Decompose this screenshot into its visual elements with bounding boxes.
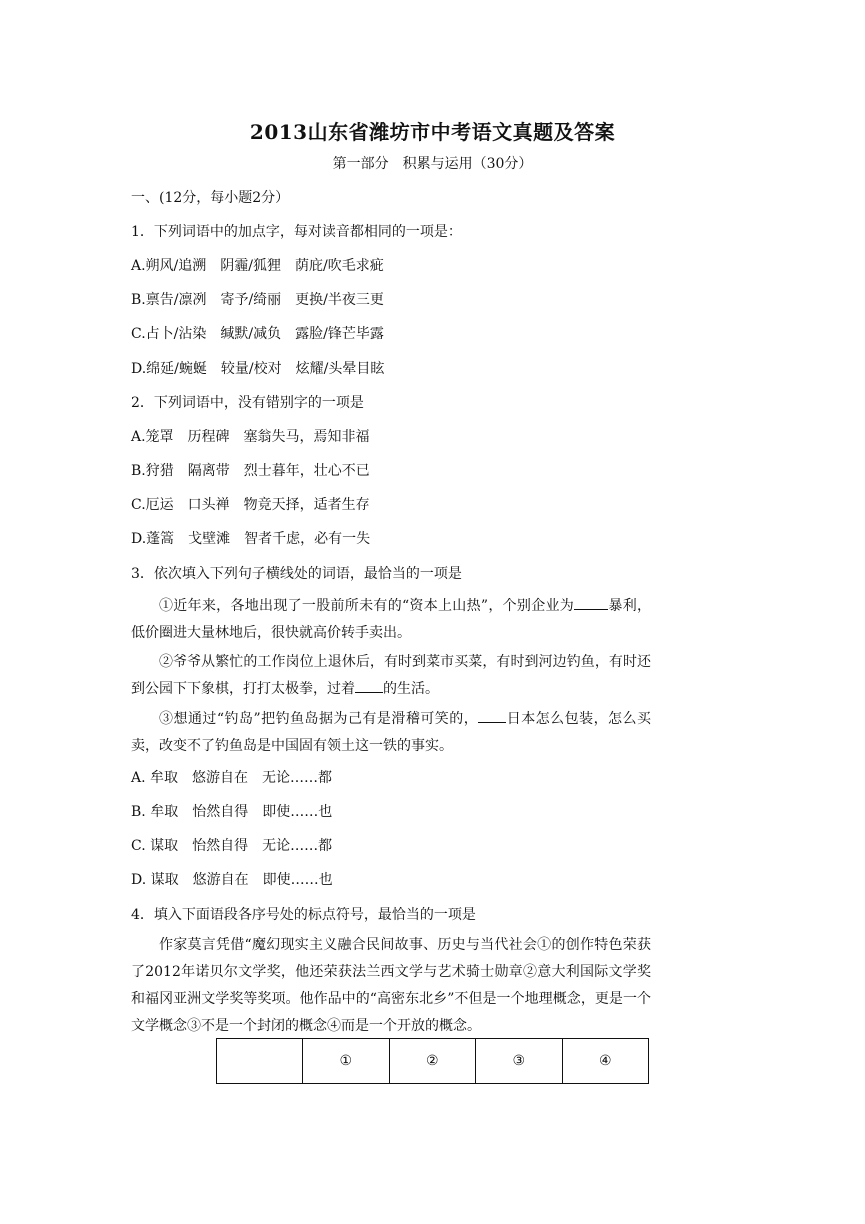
sentence-2-part-b: 的生活。 [383,681,439,697]
question-2-option-d: D.蓬篙 戈壁滩 智者千虑，必有一失 [131,531,371,547]
question-3-option-b: B. 牟取 怡然自得 即使……也 [131,804,333,820]
question-2-option-b: B.狩猎 隔离带 烈士暮年，壮心不已 [131,463,370,479]
answer-table-col-1: ① [303,1039,389,1084]
question-3-sentence-3 [131,706,651,760]
question-3-stem: 3．依次填入下列句子横线处的词语，最恰当的一项是 [131,566,462,582]
answer-table-header-row [217,1039,649,1084]
question-3-sentence-1 [131,593,651,647]
answer-table-col-3: ③ [476,1039,562,1084]
question-1-option-d: D.绵延/蜿蜒 较量/校对 炫耀/头晕目眩 [131,361,385,377]
answer-table-corner-cell [217,1039,303,1084]
sentence-2-part-a: ②爷爷从繁忙的工作岗位上退休后，有时到菜市买菜，有时到河边钓鱼，有时还到公园下下象棋，打打太极拳，过着 [131,654,651,697]
document-title: 2013山东省潍坊市中考语文真题及答案 [249,120,616,144]
sentence-3-part-b: 日本怎么包装，怎么买卖，改变不了钓鱼岛是中国固有领土这一铁的事实。 [131,711,651,754]
question-1-option-a: A.朔风/追溯 阴霾/狐狸 荫庇/吹毛求疵 [131,258,384,274]
sentence-1-part-a: ①近年来，各地出现了一股前所未有的“资本上山热”，个别企业为 [159,598,575,614]
answer-table-col-2: ② [389,1039,475,1084]
question-2-option-c: C.厄运 口头禅 物竞天择，适者生存 [131,497,370,513]
question-1-option-c: C.占卜/沾染 缄默/减负 露脸/锋芒毕露 [131,326,384,342]
question-1-stem: 1．下列词语中的加点字，每对读音都相同的一项是： [131,224,462,240]
question-4-passage: 作家莫言凭借“魔幻现实主义融合民间故事、历史与当代社会①的创作特色荣获了2012年诺贝尔文学奖，他还荣获法兰西文学与艺术骑士勋章②意大利国际文学奖和福冈亚洲文学奖等奖项。他作品中的“高密东北乡”不但是一个地理概念，更是一个文学概念③不是一个封闭的概念④而是一个开放的概念。 [131,937,651,1034]
question-3-option-c: C. 谋取 怡然自得 无论……都 [131,838,333,854]
question-3-option-d: D. 谋取 悠游自在 即使……也 [131,872,333,888]
sentence-1-part-b: 暴利，低价圈进大量林地后，很快就高价转手卖出。 [131,598,651,641]
sentence-3-part-a: ③想通过“钓岛”把钓鱼岛据为己有是滑稽可笑的， [159,711,479,727]
question-2-option-a: A.笼罩 历程碑 塞翁失马，焉知非福 [131,429,370,445]
question-4-stem: 4．填入下面语段各序号处的标点符号，最恰当的一项是 [131,907,476,923]
answer-table-col-4: ④ [562,1039,649,1084]
question-3-sentence-2 [131,649,651,703]
fill-blank-1 [574,595,608,610]
fill-blank-2 [355,678,383,693]
question-2-stem: 2．下列词语中，没有错别字的一项是 [131,395,364,411]
question-1-option-b: B.禀告/凛冽 寄予/绮丽 更换/半夜三更 [131,292,384,308]
answer-table [216,1038,649,1084]
question-3-option-a: A. 牟取 悠游自在 无论……都 [131,770,333,786]
part-heading: 第一部分 积累与运用（30分） [332,156,533,172]
section-heading: 一、(12分，每小题2分） [131,190,290,206]
fill-blank-3 [478,708,506,723]
